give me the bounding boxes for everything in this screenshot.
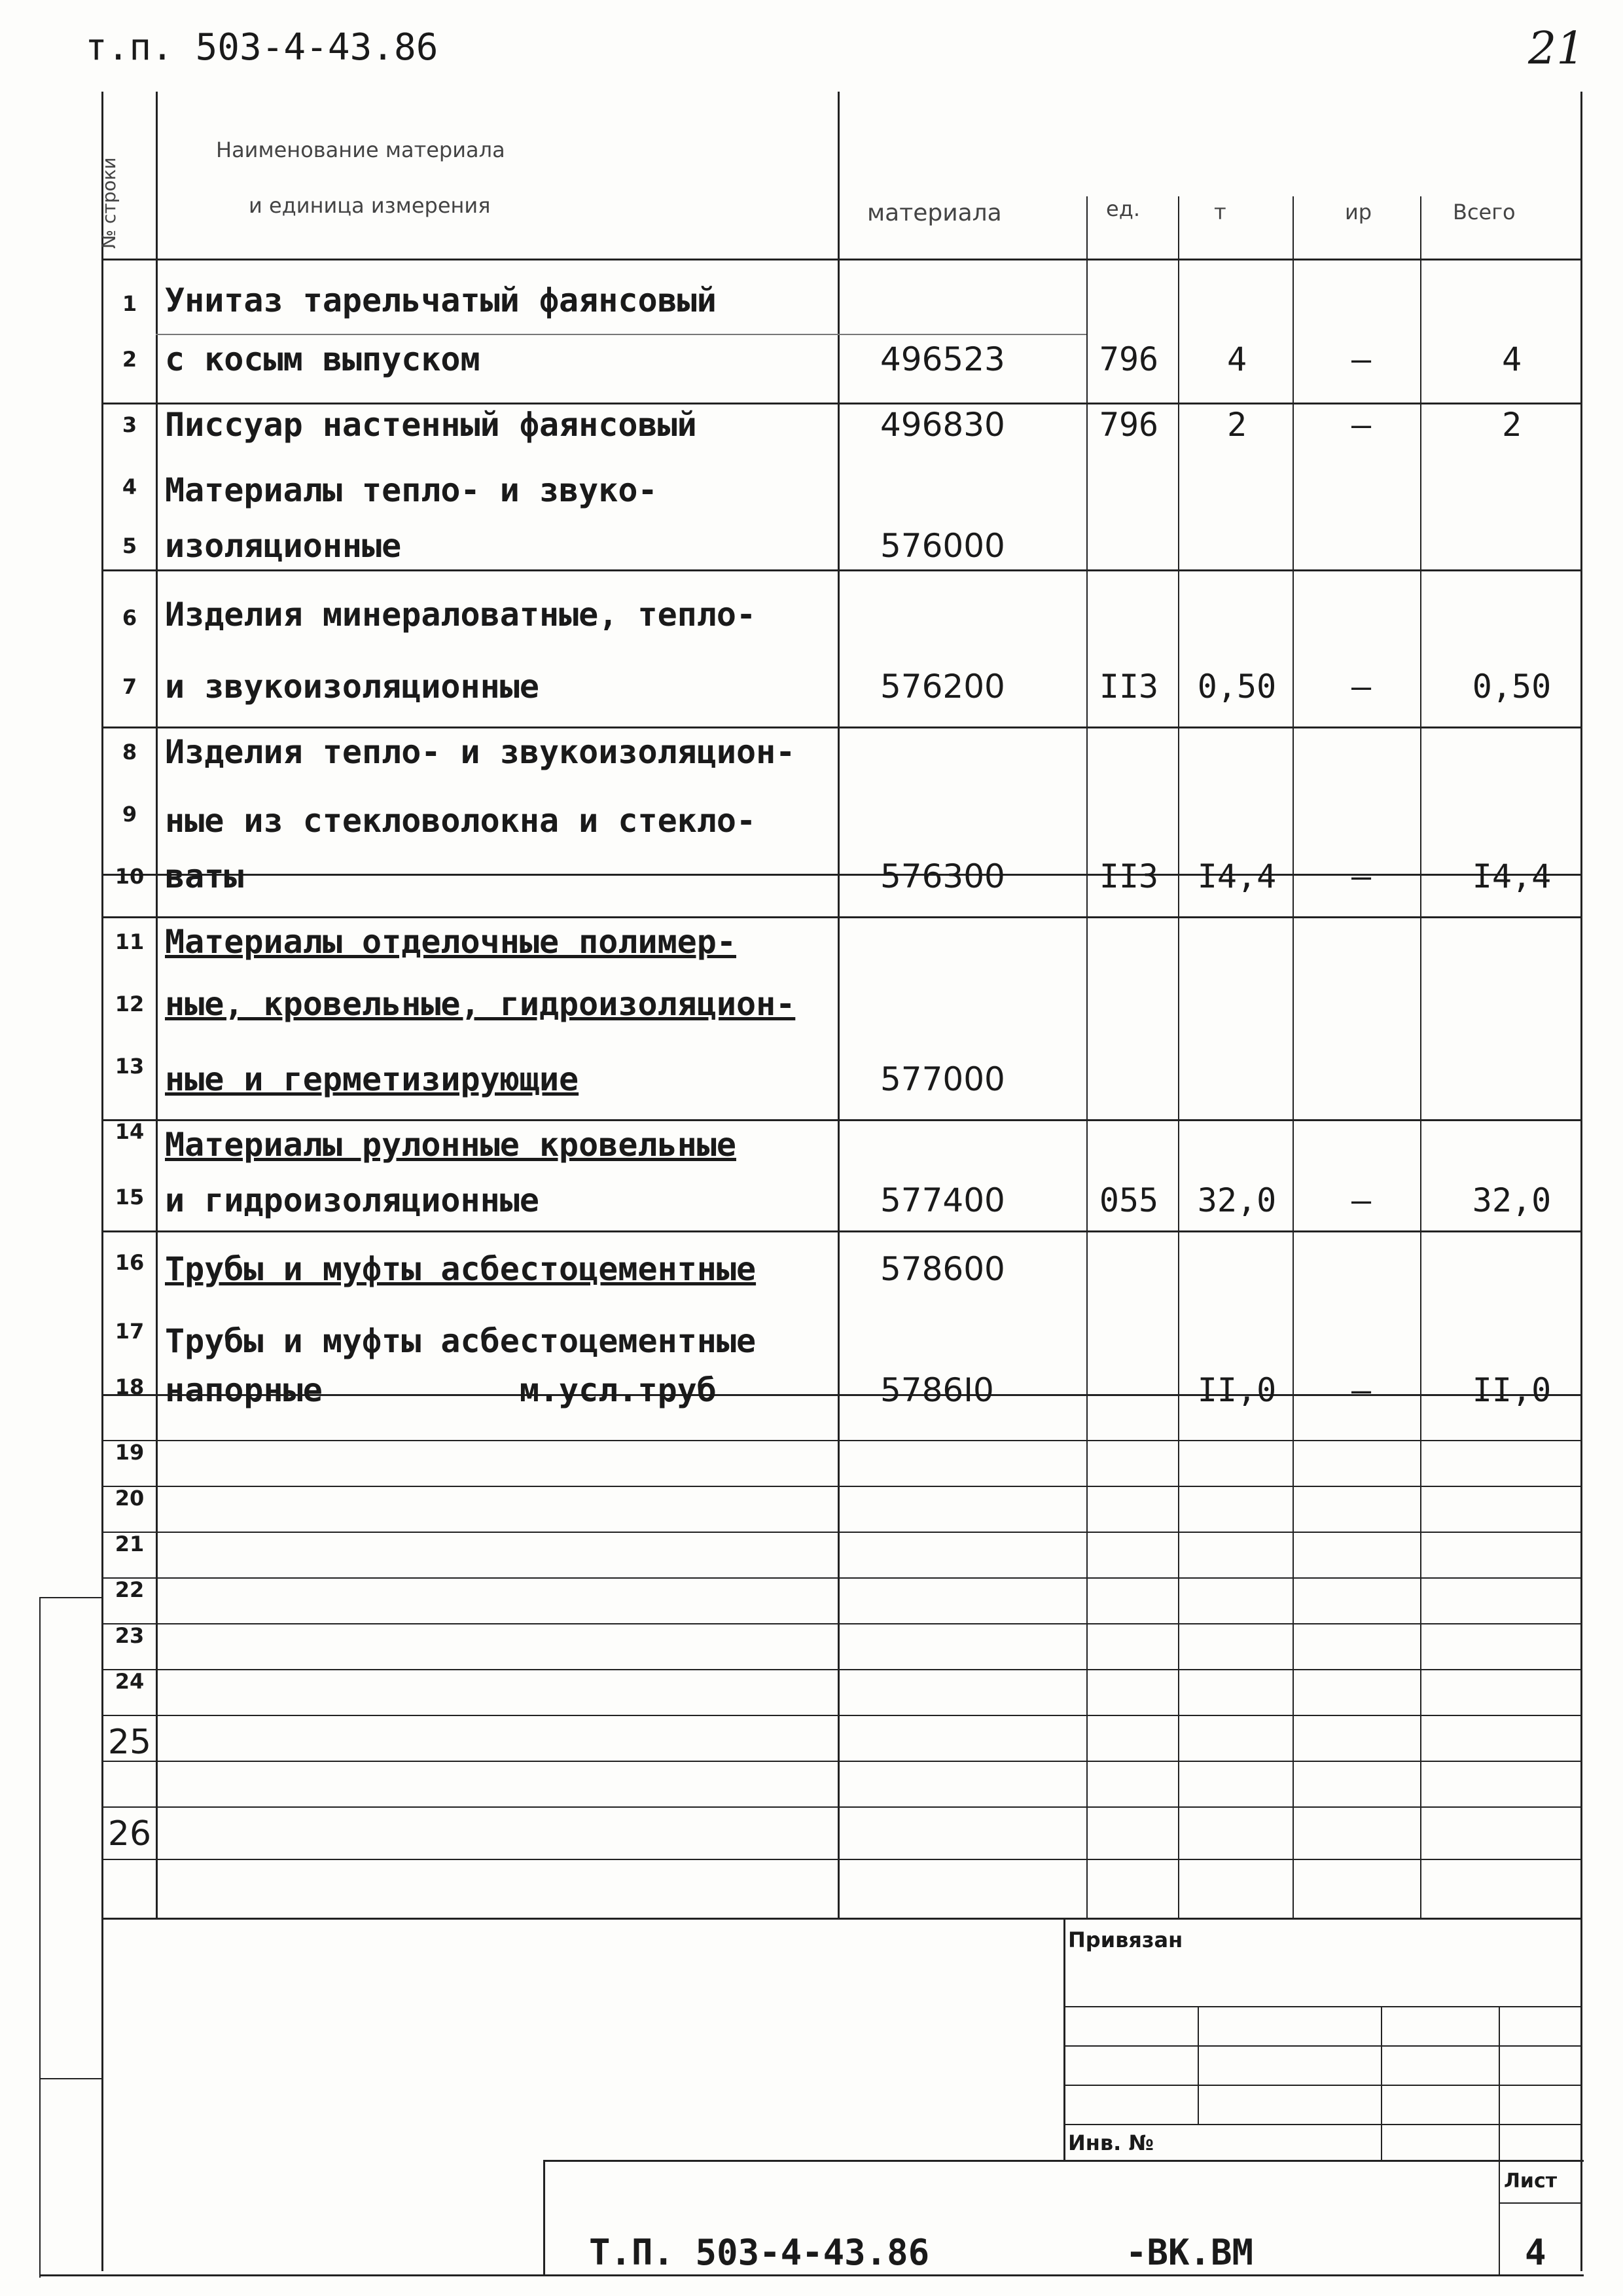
material-name: Изделия тепло- и звукоизоляцион- <box>165 733 796 771</box>
quantity-value: 32,0 <box>1197 1181 1277 1219</box>
quantity-value: – <box>1351 668 1372 706</box>
material-name: Изделия минераловатные, тепло- <box>165 596 757 634</box>
sheet-label: Лист <box>1504 2170 1558 2193</box>
linked-label: Привязан <box>1068 1928 1183 1952</box>
material-name: Материалы тепло- и звуко- <box>165 471 658 509</box>
inventory-number-label: Инв. № <box>1068 2130 1154 2155</box>
material-name: ные из стекловолокна и стекло- <box>165 802 757 840</box>
material-name: ваты <box>165 857 244 895</box>
unit-code: 055 <box>1099 1181 1159 1219</box>
total-value: 4 <box>1501 340 1522 378</box>
quantity-value: II,0 <box>1197 1371 1277 1409</box>
row-number: 5 <box>122 533 137 558</box>
material-name: напорные м.усл.труб <box>165 1371 717 1409</box>
material-code: 577000 <box>880 1060 1005 1098</box>
row-number: 26 <box>107 1814 152 1854</box>
material-code: 576300 <box>880 857 1005 895</box>
quantity-value: – <box>1351 340 1372 378</box>
header-col4: Всего <box>1453 200 1516 224</box>
sheet-number: 4 <box>1525 2232 1546 2273</box>
quantity-value: – <box>1351 1181 1372 1219</box>
page-number: 21 <box>1528 23 1585 75</box>
material-name: Материалы рулонные кровельные <box>165 1126 736 1164</box>
material-code: 496523 <box>880 340 1005 378</box>
material-name: изоляционные <box>165 527 402 565</box>
total-value: I4,4 <box>1472 857 1552 895</box>
material-name: и звукоизоляционные <box>165 668 539 706</box>
material-code: 578600 <box>880 1250 1005 1288</box>
quantity-value: 0,50 <box>1197 668 1277 706</box>
row-number: 18 <box>115 1374 145 1399</box>
material-name: Трубы и муфты асбестоцементные <box>165 1322 757 1360</box>
material-name: Материалы отделочные полимер- <box>165 923 736 961</box>
material-code: 577400 <box>880 1181 1005 1219</box>
header-code: материала <box>867 200 1002 226</box>
material-name: Трубы и муфты асбестоцементные <box>165 1250 757 1288</box>
row-number: 13 <box>115 1054 145 1079</box>
row-number: 2 <box>122 347 137 372</box>
header-col2: т <box>1214 200 1226 224</box>
total-value: 2 <box>1501 406 1522 444</box>
material-name: Писсуар настенный фаянсовый <box>165 406 697 444</box>
row-number: 24 <box>115 1669 145 1694</box>
row-number: 12 <box>115 992 145 1016</box>
material-name: Унитаз тарельчатый фаянсовый <box>165 281 717 319</box>
row-number: 21 <box>115 1532 145 1556</box>
header-name-line1: Наименование материала <box>216 137 505 162</box>
document-code: т.п. 503-4-43.86 <box>85 26 438 69</box>
total-value: 32,0 <box>1472 1181 1552 1219</box>
quantity-value: – <box>1351 857 1372 895</box>
row-number: 16 <box>115 1250 145 1275</box>
header-col1: ед. <box>1106 196 1140 221</box>
header-col3: ир <box>1345 200 1372 224</box>
quantity-value: 2 <box>1226 406 1247 444</box>
row-number: 6 <box>122 605 137 630</box>
row-number: 22 <box>115 1577 145 1602</box>
header-row-number: № строки <box>98 157 120 249</box>
material-code: 496830 <box>880 406 1005 444</box>
row-number: 9 <box>122 802 137 827</box>
unit-code: 796 <box>1099 406 1159 444</box>
row-number: 1 <box>122 291 137 316</box>
row-number: 14 <box>115 1119 145 1144</box>
row-number: 8 <box>122 740 137 764</box>
material-name: ные, кровельные, гидроизоляцион- <box>165 985 796 1023</box>
unit-code: II3 <box>1099 668 1159 706</box>
row-number: 20 <box>115 1486 145 1511</box>
material-name: ные и герметизирующие <box>165 1060 579 1098</box>
row-number: 4 <box>122 475 137 499</box>
unit-code: II3 <box>1099 857 1159 895</box>
material-name: с косым выпуском <box>165 340 480 378</box>
material-code: 576200 <box>880 668 1005 706</box>
row-number: 10 <box>115 864 145 889</box>
document-title-suffix: -ВК.ВМ <box>1126 2232 1254 2273</box>
quantity-value: – <box>1351 406 1372 444</box>
total-value: 0,50 <box>1472 668 1552 706</box>
material-code: 576000 <box>880 527 1005 565</box>
header-name-line2: и единица измерения <box>249 193 491 218</box>
unit-code: 796 <box>1099 340 1159 378</box>
row-number: 17 <box>115 1319 145 1344</box>
row-number: 25 <box>107 1723 152 1762</box>
total-value: II,0 <box>1472 1371 1552 1409</box>
quantity-value: – <box>1351 1371 1372 1409</box>
quantity-value: I4,4 <box>1197 857 1277 895</box>
row-number: 11 <box>115 929 145 954</box>
row-number: 23 <box>115 1623 145 1648</box>
row-number: 3 <box>122 412 137 437</box>
material-code: 5786I0 <box>880 1371 994 1409</box>
document-title: Т.П. 503-4-43.86 <box>589 2232 930 2273</box>
row-number: 7 <box>122 674 137 699</box>
row-number: 19 <box>115 1440 145 1465</box>
material-name: и гидроизоляционные <box>165 1181 539 1219</box>
row-number: 15 <box>115 1185 145 1210</box>
quantity-value: 4 <box>1226 340 1247 378</box>
